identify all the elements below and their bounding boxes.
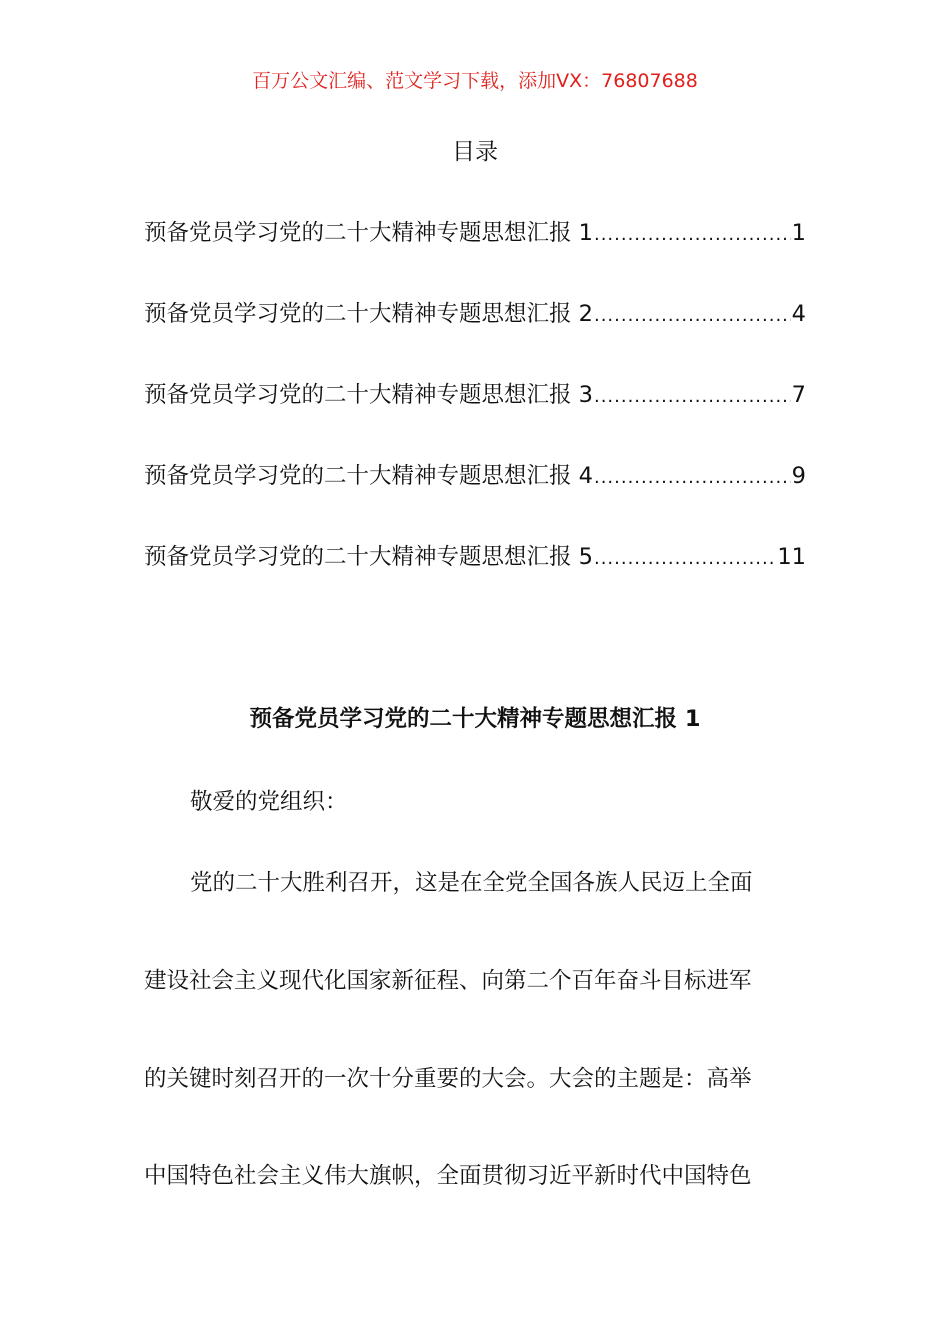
salutation: 敬爱的党组织： bbox=[190, 789, 348, 815]
toc-item[interactable] bbox=[144, 540, 806, 621]
toc-leader-dots bbox=[594, 542, 776, 576]
toc-leader-dots bbox=[594, 461, 791, 495]
body-text-line: 的关键时刻召开的一次十分重要的大会。大会的主题是：高举 bbox=[144, 1066, 752, 1092]
toc-title: 目录 bbox=[452, 139, 498, 165]
toc-item[interactable] bbox=[144, 378, 806, 459]
table-of-contents bbox=[144, 216, 806, 621]
toc-leader-dots bbox=[594, 218, 791, 252]
toc-item-page: 11 bbox=[777, 544, 806, 570]
body-text-line: 中国特色社会主义伟大旗帜，全面贯彻习近平新时代中国特色 bbox=[144, 1163, 752, 1189]
toc-item-label: 预备党员学习党的二十大精神专题思想汇报 3 bbox=[144, 382, 593, 408]
toc-item-page: 7 bbox=[791, 382, 806, 408]
toc-leader-dots bbox=[594, 299, 791, 333]
toc-item-page: 9 bbox=[791, 463, 806, 489]
toc-leader-dots bbox=[594, 380, 791, 414]
section-heading: 预备党员学习党的二十大精神专题思想汇报 1 bbox=[249, 706, 701, 732]
toc-item[interactable] bbox=[144, 216, 806, 297]
toc-item-label: 预备党员学习党的二十大精神专题思想汇报 2 bbox=[144, 301, 593, 327]
body-text-line: 建设社会主义现代化国家新征程、向第二个百年奋斗目标进军 bbox=[144, 968, 752, 994]
body-text-line: 党的二十大胜利召开，这是在全党全国各族人民迈上全面 bbox=[190, 870, 753, 896]
toc-item-page: 1 bbox=[791, 220, 806, 246]
toc-item-label: 预备党员学习党的二十大精神专题思想汇报 5 bbox=[144, 544, 593, 570]
toc-item[interactable] bbox=[144, 459, 806, 540]
toc-item-page: 4 bbox=[791, 301, 806, 327]
header-note: 百万公文汇编、范文学习下载，添加VX：76807688 bbox=[252, 70, 698, 92]
toc-item[interactable] bbox=[144, 297, 806, 378]
toc-item-label: 预备党员学习党的二十大精神专题思想汇报 4 bbox=[144, 463, 593, 489]
toc-item-label: 预备党员学习党的二十大精神专题思想汇报 1 bbox=[144, 220, 593, 246]
